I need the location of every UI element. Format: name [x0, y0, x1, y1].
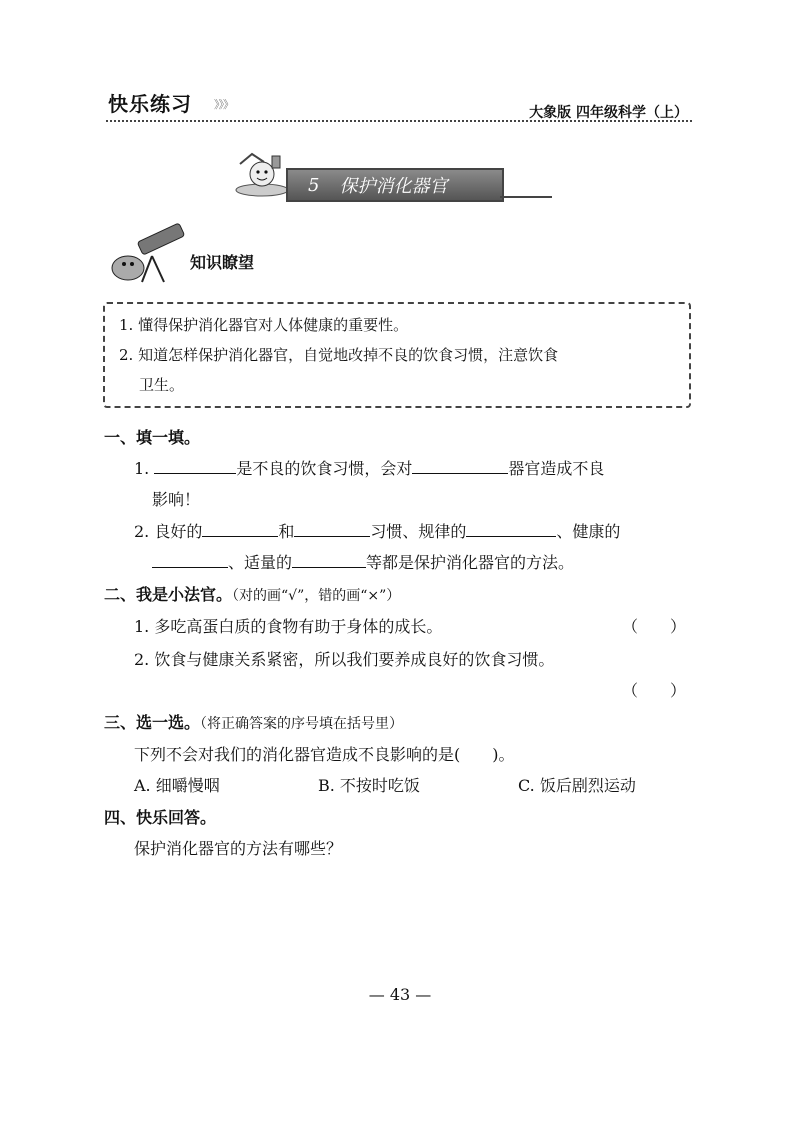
series-title: 快乐练习 [108, 92, 192, 116]
question-text: 器官造成不良 [508, 459, 605, 478]
telescope-illustration [108, 222, 190, 286]
fill-question-2-line-2 [152, 550, 574, 573]
section-3-header [104, 710, 403, 733]
answer-area[interactable] [134, 866, 690, 966]
choice-question: 下列不会对我们的消化器官造成不良影响的是( )。 [134, 745, 515, 764]
page-number: — 43 — [368, 985, 432, 1004]
fill-question-1-line-2: 影响！ [152, 490, 201, 509]
section-3-instruction: （将正确答案的序号填在括号里） [200, 716, 404, 732]
answer-blank[interactable] [292, 551, 366, 568]
mascot-illustration [232, 150, 292, 198]
answer-blank[interactable] [152, 551, 228, 568]
knowledge-preview-label: 知识瞭望 [190, 253, 255, 272]
fill-question-2-line-1 [134, 519, 620, 542]
lesson-title: 保护消化器官 [339, 176, 448, 197]
answer-blank[interactable] [202, 520, 278, 537]
question-text: 、适量的 [228, 553, 293, 572]
section-3-title: 三、选一选。 [104, 713, 201, 732]
answer-blank[interactable] [412, 457, 508, 474]
section-1-title: 一、填一填。 [104, 428, 201, 447]
judge-question-2: 2. 饮食与健康关系紧密，所以我们要养成良好的饮食习惯。 [134, 650, 555, 669]
section-2-title: 二、我是小法官。 [104, 585, 233, 604]
choice-option-b[interactable]: B. 不按时吃饭 [318, 776, 420, 795]
answer-blank[interactable] [294, 520, 370, 537]
objective-2-continued: 卫生。 [139, 376, 185, 394]
answer-parentheses[interactable]: （ ） [622, 617, 687, 636]
question-text: 和 [278, 522, 295, 541]
answer-parentheses[interactable]: （ ） [622, 681, 687, 700]
section-2-instruction: （对的画“√”，错的画“×”） [232, 588, 401, 604]
open-question: 保护消化器官的方法有哪些？ [134, 839, 343, 858]
question-number: 1. [134, 459, 150, 478]
header-divider [106, 120, 692, 122]
header-arrows: 》》》 [214, 98, 233, 111]
section-2-header [104, 582, 400, 605]
answer-blank[interactable] [154, 457, 236, 474]
question-text: 是不良的饮食习惯，会对 [236, 459, 413, 478]
question-text: 良好的 [154, 522, 203, 541]
lesson-banner [286, 168, 504, 202]
fill-question-1-line-1 [134, 456, 604, 479]
judge-question-1: 1. 多吃高蛋白质的食物有助于身体的成长。 [134, 617, 443, 636]
choice-option-c[interactable]: C. 饭后剧烈运动 [518, 776, 636, 795]
banner-underline [500, 196, 552, 198]
edition-label: 大象版 四年级科学（上） [529, 105, 688, 121]
question-text: 等都是保护消化器官的方法。 [366, 553, 575, 572]
objective-1: 1. 懂得保护消化器官对人体健康的重要性。 [119, 316, 409, 334]
objective-2: 2. 知道怎样保护消化器官，自觉地改掉不良的饮食习惯，注意饮食 [119, 346, 559, 364]
answer-blank[interactable] [466, 520, 556, 537]
choice-option-a[interactable]: A. 细嚼慢咽 [134, 776, 220, 795]
section-4-title: 四、快乐回答。 [104, 808, 217, 827]
objectives-box [103, 302, 691, 408]
lesson-number: 5 [308, 174, 320, 196]
question-text: 、健康的 [556, 522, 621, 541]
question-text: 习惯、规律的 [370, 522, 467, 541]
question-number: 2. [134, 522, 150, 541]
